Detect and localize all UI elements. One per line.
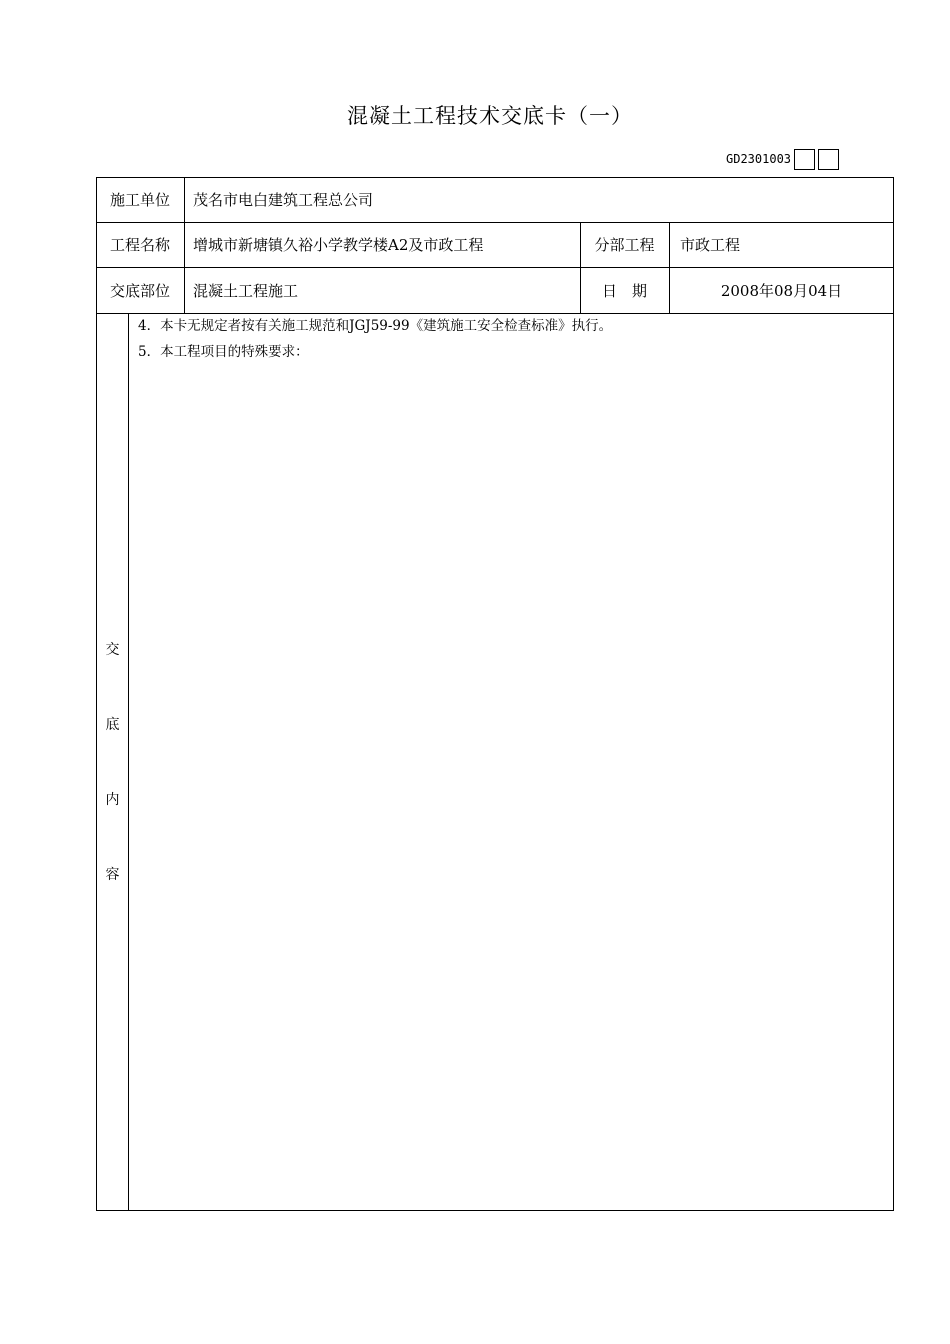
content-line-5: 5．本工程项目的特殊要求： — [138, 344, 309, 360]
unit-label: 施工单位 — [109, 191, 170, 209]
project-label: 工程名称 — [109, 236, 170, 254]
row-divider — [96, 267, 894, 268]
date-label: 日 期 — [601, 282, 647, 300]
sub-project-label: 分部工程 — [594, 236, 655, 254]
code-checkbox-2[interactable] — [818, 149, 839, 170]
side-label-divider — [128, 313, 129, 1211]
position-value: 混凝土工程施工 — [193, 282, 299, 300]
page-title: 混凝土工程技术交底卡（一） — [347, 104, 633, 128]
content-line-4: 4．本卡无规定者按有关施工规范和JGJ59-99《建筑施工安全检查标准》执行。 — [138, 318, 613, 334]
document-code — [726, 148, 839, 170]
position-label: 交底部位 — [109, 282, 170, 300]
code-checkbox-1[interactable] — [794, 149, 815, 170]
side-label-char: 底 — [105, 717, 120, 733]
sub-project-value: 市政工程 — [680, 236, 741, 254]
side-label-char: 内 — [105, 792, 120, 808]
row-divider — [96, 313, 894, 314]
row-divider — [96, 222, 894, 223]
document-code-text: GD2301003 — [726, 152, 792, 166]
project-value: 增城市新塘镇久裕小学教学楼A2及市政工程 — [193, 236, 484, 254]
label-column-divider — [184, 177, 185, 314]
side-label-char: 交 — [105, 642, 120, 658]
date-value: 2008年08月04日 — [720, 282, 843, 300]
side-label-char: 容 — [105, 867, 120, 883]
unit-value: 茂名市电白建筑工程总公司 — [193, 191, 374, 209]
